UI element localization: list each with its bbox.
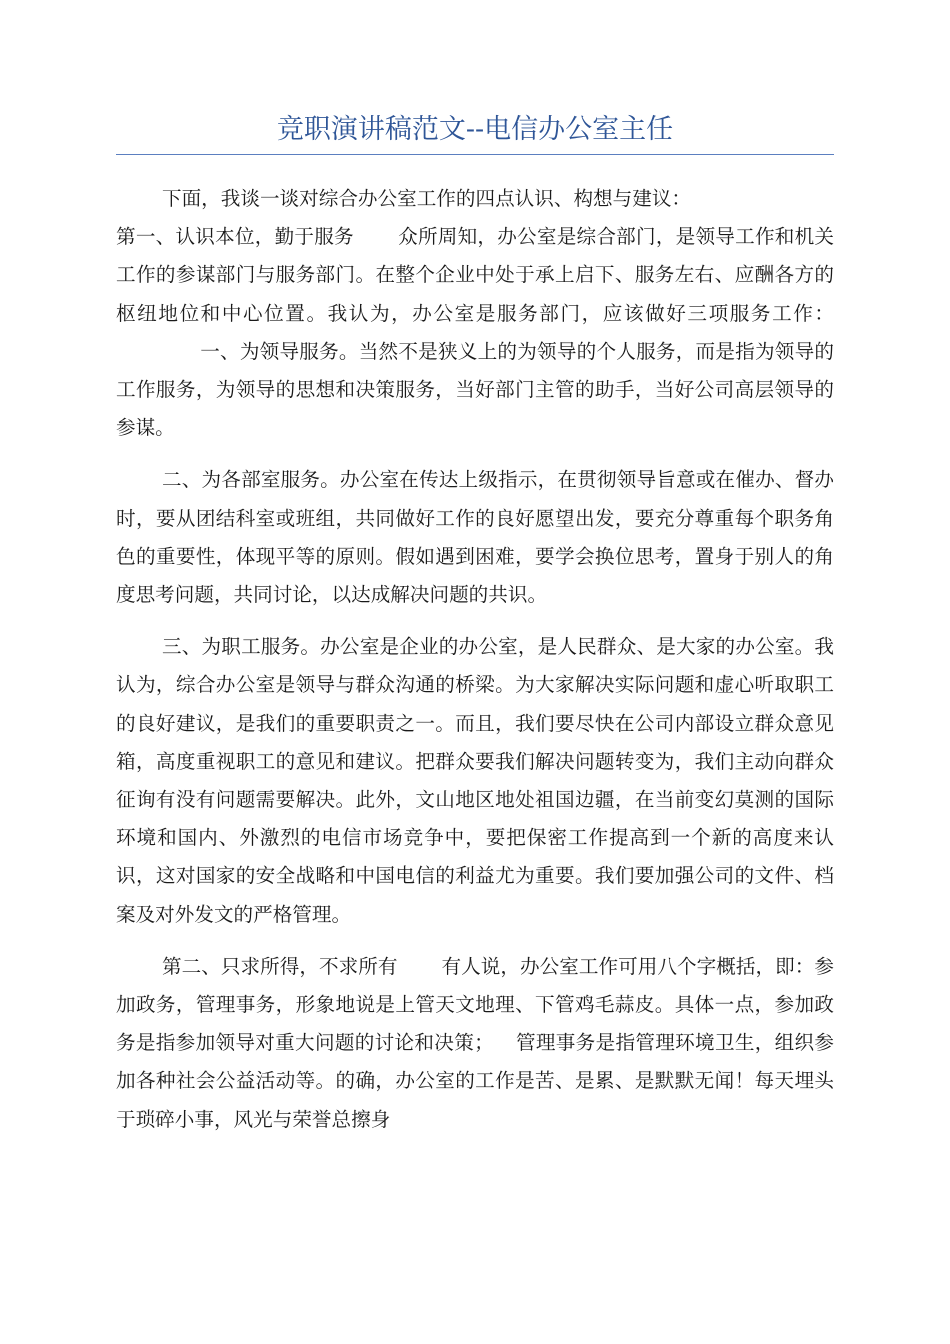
paragraph-section-two — [116, 948, 834, 1139]
paragraph-serve-staff — [116, 628, 834, 934]
paragraph-text: 一、为领导服务。当然不是狭义上的为领导的个人服务，而是指为领导的工作服务，为领导的思想和决策服务，当好部门主管的助手，当好公司高层领导的参谋。 — [116, 339, 834, 440]
paragraph-text: 众所周知，办公室是综合部门，是领导工作和机关工作的参谋部门与服务部门。在整个企业中处于承上启下、服务左右、应酬各方的枢纽地位和中心位置。我认为，办公室是服务部门，应该做好三项服务工作： — [116, 225, 835, 325]
paragraph-serve-departments — [116, 461, 834, 614]
paragraph-section-one — [116, 218, 834, 447]
paragraph-text: 有人说，办公室工作可用八个字概括，即：参加政务，管理事务，形象地说是上管天文地理、下管鸡毛蒜皮。具体一点，参加政务是指参加领导对重大问题的讨论和决策； — [116, 954, 834, 1055]
document-body — [116, 180, 834, 1139]
paragraph-text: 管理事务是指管理环境卫生，组织参加各种社会公益活动等。的确，办公室的工作是苦、是累、是默默无闻！每天埋头于琐碎小事，风光与荣誉总擦身 — [116, 1031, 835, 1131]
paragraph-intro — [116, 180, 834, 218]
paragraph-text: 三、为职工服务。办公室是企业的办公室，是人民群众、是大家的办公室。我认为，综合办公室是领导与群众沟通的桥梁。为大家解决实际问题和虚心听取职工的良好建议，是我们的重要职责之一。而且，我们要尽快在公司内部设立群众意见箱，高度重视职工的意见和建议。把群众要我们解决问题转变为，我们主动向群众征询有没有问题需要解决。此外，文山地区地处祖国边疆，在当前变幻莫测的国际环境和国内、外激烈的电信市场竞争中，要把保密工作提高到一个新的高度来认识，这对国家的安全战略和中国电信的利益尤为重要。我们要加强公司的文件、档案及对外发文的严格管理。 — [116, 635, 834, 926]
paragraph-text: 二、为各部室服务。办公室在传达上级指示，在贯彻领导旨意或在催办、督办时，要从团结科室或班组，共同做好工作的良好愿望出发，要充分尊重每个职务角色的重要性，体现平等的原则。假如遇到困难，要学会换位思考，置身于别人的角度思考问题，共同讨论，以达成解决问题的共识。 — [116, 468, 834, 607]
document-title: 竞职演讲稿范文--电信办公室主任 — [276, 114, 674, 145]
title-underline — [116, 154, 834, 155]
section-heading: 第二、只求所得，不求所有 — [162, 954, 398, 978]
section-heading: 第一、认识本位，勤于服务 — [116, 225, 354, 249]
paragraph-text: 下面，我谈一谈对综合办公室工作的四点认识、构想与建议： — [162, 187, 692, 210]
